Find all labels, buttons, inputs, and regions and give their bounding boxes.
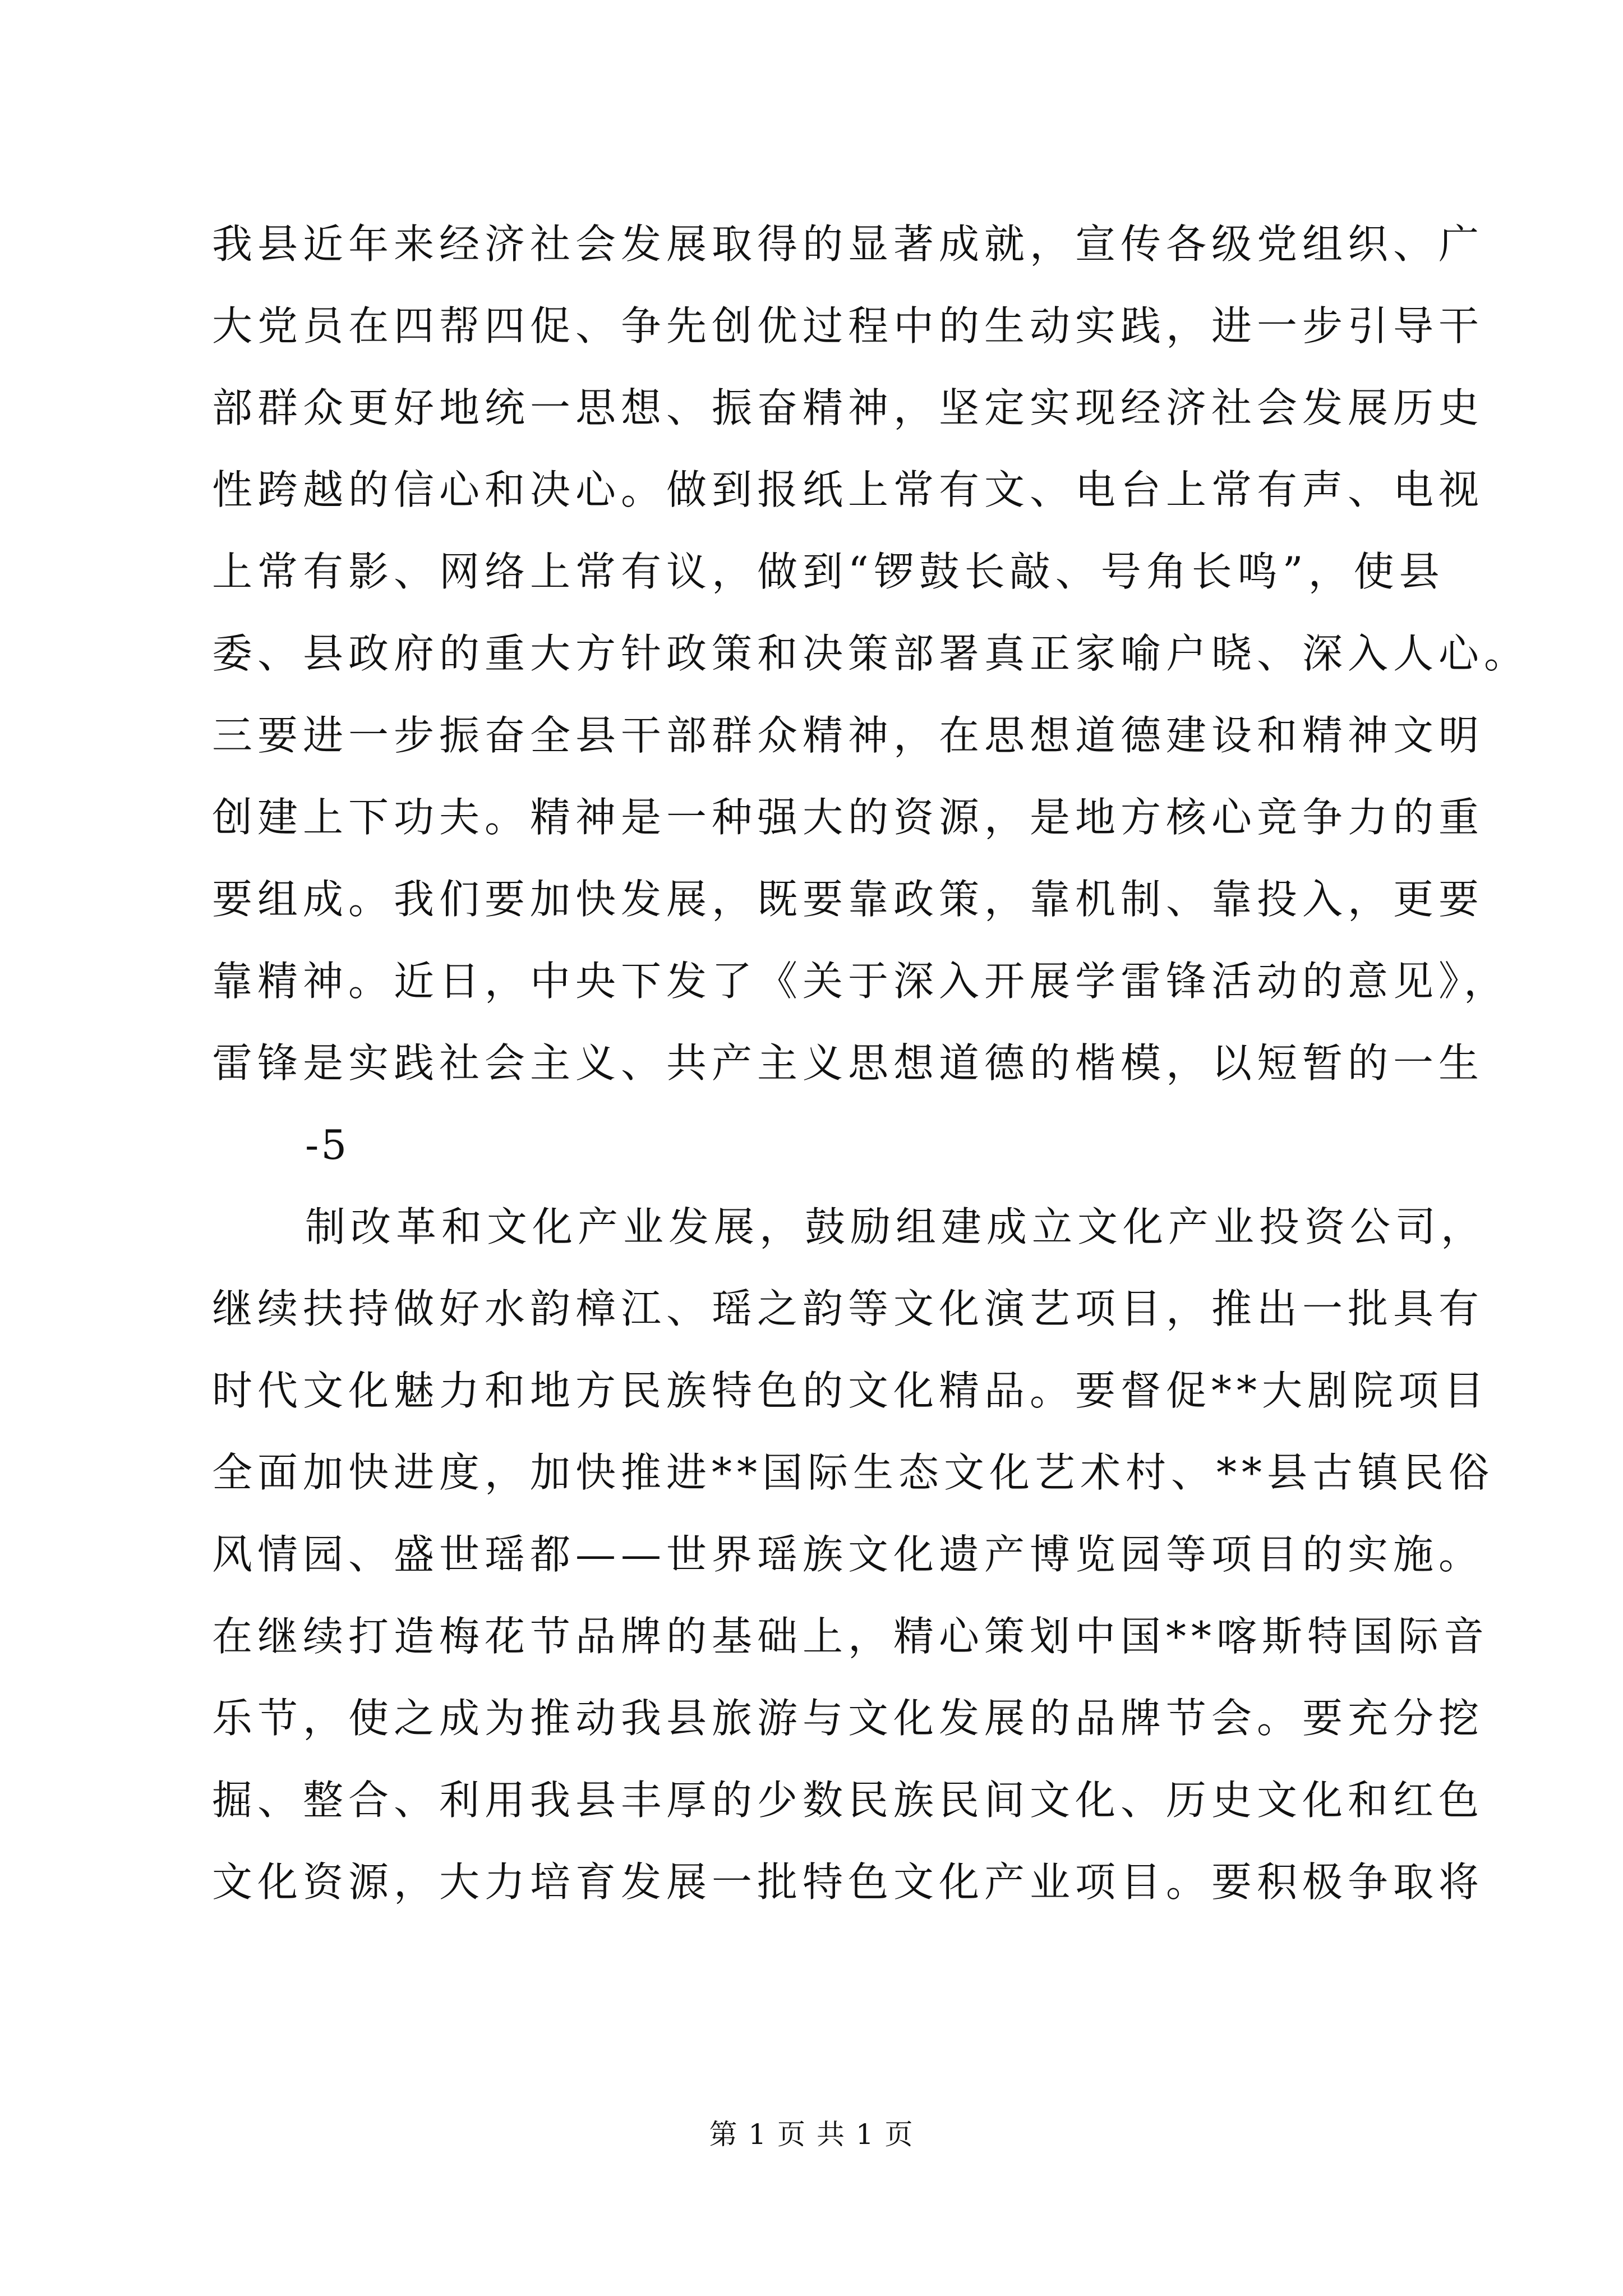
body-line: 靠精神。近日，中央下发了《关于深入开展学雷锋活动的意见》， bbox=[212, 958, 1510, 1005]
body-line: 文化资源，大力培育发展一批特色文化产业项目。要积极争取将 bbox=[212, 1858, 1484, 1906]
body-line: 全面加快进度，加快推进**国际生态文化艺术村、**县古镇民俗 bbox=[212, 1449, 1495, 1496]
body-line: 要组成。我们要加快发展，既要靠政策，靠机制、靠投入，更要 bbox=[212, 876, 1484, 923]
body-line: 掘、整合、利用我县丰厚的少数民族民间文化、历史文化和红色 bbox=[212, 1777, 1484, 1824]
body-line: 大党员在四帮四促、争先创优过程中的生动实践，进一步引导干 bbox=[212, 302, 1484, 349]
body-line: 委、县政府的重大方针政策和决策部署真正家喻户晓、深入人心。 bbox=[212, 630, 1530, 677]
body-line: 制改革和文化产业发展，鼓励组建成立文化产业投资公司， bbox=[305, 1203, 1487, 1250]
page-marker: -5 bbox=[305, 1121, 349, 1168]
body-line: 乐节，使之成为推动我县旅游与文化发展的品牌节会。要充分挖 bbox=[212, 1695, 1484, 1742]
body-line: 创建上下功夫。精神是一种强大的资源，是地方核心竞争力的重 bbox=[212, 794, 1484, 841]
body-line: 三要进一步振奋全县干部群众精神，在思想道德建设和精神文明 bbox=[212, 712, 1484, 759]
page-footer: 第 1 页 共 1 页 bbox=[709, 2118, 914, 2151]
body-line: 雷锋是实践社会主义、共产主义思想道德的楷模，以短暂的一生 bbox=[212, 1039, 1484, 1087]
body-line: 部群众更好地统一思想、振奋精神，坚定实现经济社会发展历史 bbox=[212, 384, 1484, 431]
body-line: 继续扶持做好水韵樟江、瑶之韵等文化演艺项目，推出一批具有 bbox=[212, 1285, 1484, 1332]
body-line: 性跨越的信心和决心。做到报纸上常有文、电台上常有声、电视 bbox=[212, 466, 1484, 513]
body-line: 时代文化魅力和地方民族特色的文化精品。要督促**大剧院项目 bbox=[212, 1367, 1490, 1414]
body-line: 我县近年来经济社会发展取得的显著成就，宣传各级党组织、广 bbox=[212, 220, 1484, 268]
body-line: 风情园、盛世瑶都——世界瑶族文化遗产博览园等项目的实施。 bbox=[212, 1531, 1484, 1578]
body-line: 在继续打造梅花节品牌的基础上，精心策划中国**喀斯特国际音 bbox=[212, 1613, 1490, 1660]
body-line: 上常有影、网络上常有议，做到“锣鼓长敲、号角长鸣”，使县 bbox=[212, 548, 1445, 595]
